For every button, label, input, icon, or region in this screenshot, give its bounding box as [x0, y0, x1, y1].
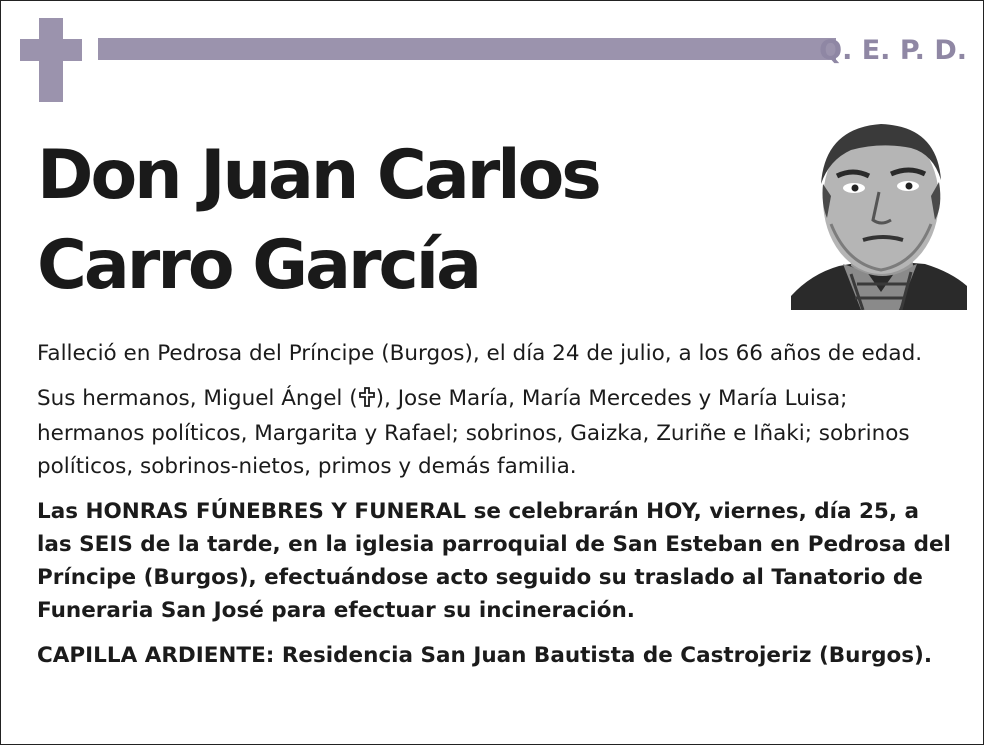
family-text-part1: Sus hermanos, Miguel Ángel ( — [37, 386, 358, 411]
cross-icon-bar — [20, 39, 82, 61]
deceased-name — [37, 131, 777, 311]
family-paragraph — [37, 382, 957, 483]
funeral-paragraph: Las HONRAS FÚNEBRES Y FUNERAL se celebrarán HOY, viernes, día 25, a las SEIS de la tarde, en la iglesia parroquial de San Esteban en Pedrosa del Príncipe (Burgos), efectuándose acto seguido su traslado al Tanatorio de Funeraria San José para efectuar su incineración. — [37, 499, 951, 623]
cross-icon-small — [358, 384, 376, 417]
name-line-1: Don Juan Carlos — [37, 136, 599, 215]
family-text-part2: ), Jose María, María Mercedes y María Luisa; hermanos políticos, Margarita y Rafael; sobrinos, Gaizka, Zuriñe e Iñaki; sobrinos políticos, sobrinos-nietos, primos y demás familia. — [37, 386, 910, 479]
name-line-2: Carro García — [37, 226, 479, 305]
header-rule — [98, 38, 836, 60]
chapel-paragraph: CAPILLA ARDIENTE: Residencia San Juan Bautista de Castrojeriz (Burgos). — [37, 643, 933, 668]
portrait-photo — [791, 114, 967, 310]
qepd-label: Q. E. P. D. — [819, 35, 967, 66]
obituary-body — [37, 337, 957, 684]
death-notice-paragraph: Falleció en Pedrosa del Príncipe (Burgos), el día 24 de julio, a los 66 años de edad. — [37, 341, 923, 366]
